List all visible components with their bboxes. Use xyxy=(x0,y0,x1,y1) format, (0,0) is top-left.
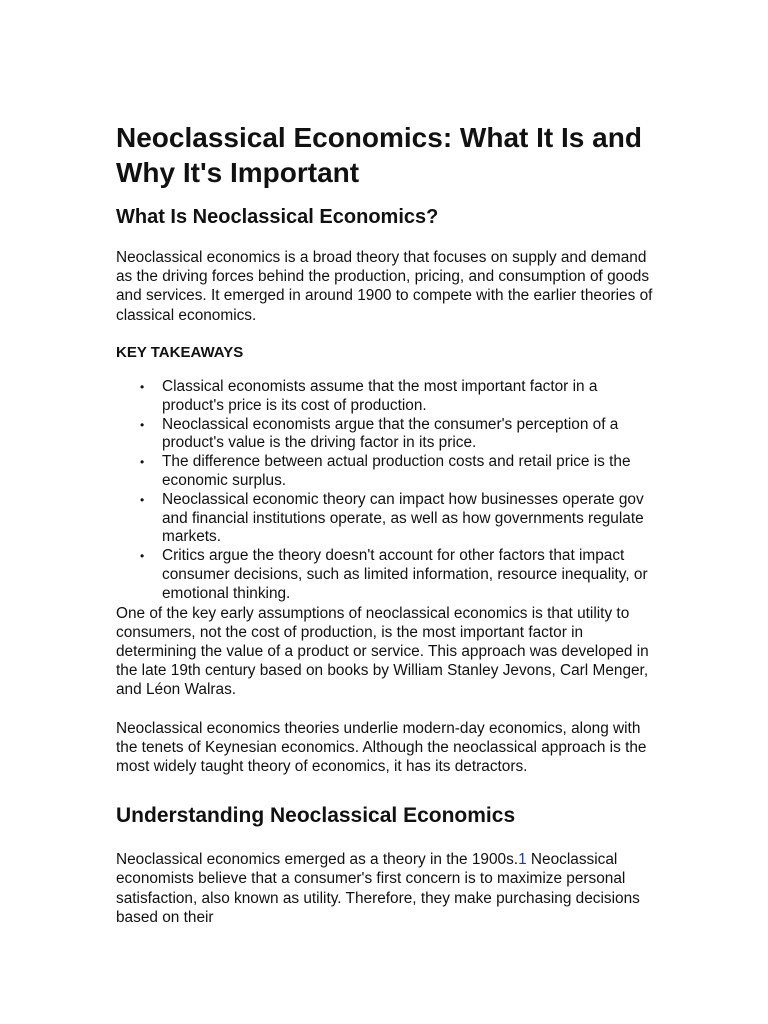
assumptions-paragraph: One of the key early assumptions of neoclassical economics is that utility to consumers, not the cost of production, is the most important factor in determining the value of a product or service. This approach was developed in the late 19th century based on books by William Stanley Jevons, Carl Menger, and Léon Walras. xyxy=(116,604,649,699)
key-takeaways-list xyxy=(116,378,656,604)
list-item xyxy=(140,547,656,603)
understanding-text-rest: Neoclassical economists believe that a consumer's first concern is to maximize personal satisfaction, also known as utility. Therefore, they make purchasing decisions based on their xyxy=(116,851,640,926)
list-item xyxy=(140,378,656,416)
bullet-icon: • xyxy=(140,455,145,470)
list-item-text: Classical economists assume that the most important factor in a product's price is its cost of production. xyxy=(162,378,598,414)
section-heading-what-is: What Is Neoclassical Economics? xyxy=(116,206,439,228)
list-item-text: Critics argue the theory doesn't account for other factors that impact consumer decisions, such as limited information, resource inequality, or emotional thinking. xyxy=(162,547,648,602)
list-item xyxy=(140,490,656,547)
bullet-icon: • xyxy=(140,492,145,507)
understanding-text-start: Neoclassical economics emerged as a theory in the 1900s. xyxy=(116,851,519,869)
intro-paragraph: Neoclassical economics is a broad theory that focuses on supply and demand as the driving forces behind the production, pricing, and consumption of goods and services. It emerged in around 1900 to compete with the earlier theories of classical economics. xyxy=(116,249,653,324)
list-item xyxy=(140,453,656,491)
article-title: Neoclassical Economics: What It Is and Why It's Important xyxy=(116,122,642,188)
list-item-text: The difference between actual production costs and retail price is the economic surplus. xyxy=(162,453,631,489)
understanding-paragraph xyxy=(116,850,656,927)
theories-paragraph: Neoclassical economics theories underlie modern-day economics, along with the tenets of Keynesian economics. Although the neoclassical approach is the most widely taught theory of economics, it has its detractors. xyxy=(116,719,647,775)
key-takeaways-label: KEY TAKEAWAYS xyxy=(116,343,244,361)
list-item xyxy=(140,415,656,454)
bullet-icon: • xyxy=(140,549,145,564)
article-body xyxy=(116,120,656,927)
section-heading-understanding: Understanding Neoclassical Economics xyxy=(116,804,516,828)
footnote-reference-link[interactable]: 1 xyxy=(518,851,527,869)
bullet-icon: • xyxy=(140,417,145,432)
bullet-icon: • xyxy=(140,380,145,395)
list-item-text: Neoclassical economic theory can impact how businesses operate gov and financial institutions operate, as well as how governments regulate markets. xyxy=(162,490,644,546)
list-item-text: Neoclassical economists argue that the consumer's perception of a product's value is the driving factor in its price. xyxy=(162,415,619,452)
